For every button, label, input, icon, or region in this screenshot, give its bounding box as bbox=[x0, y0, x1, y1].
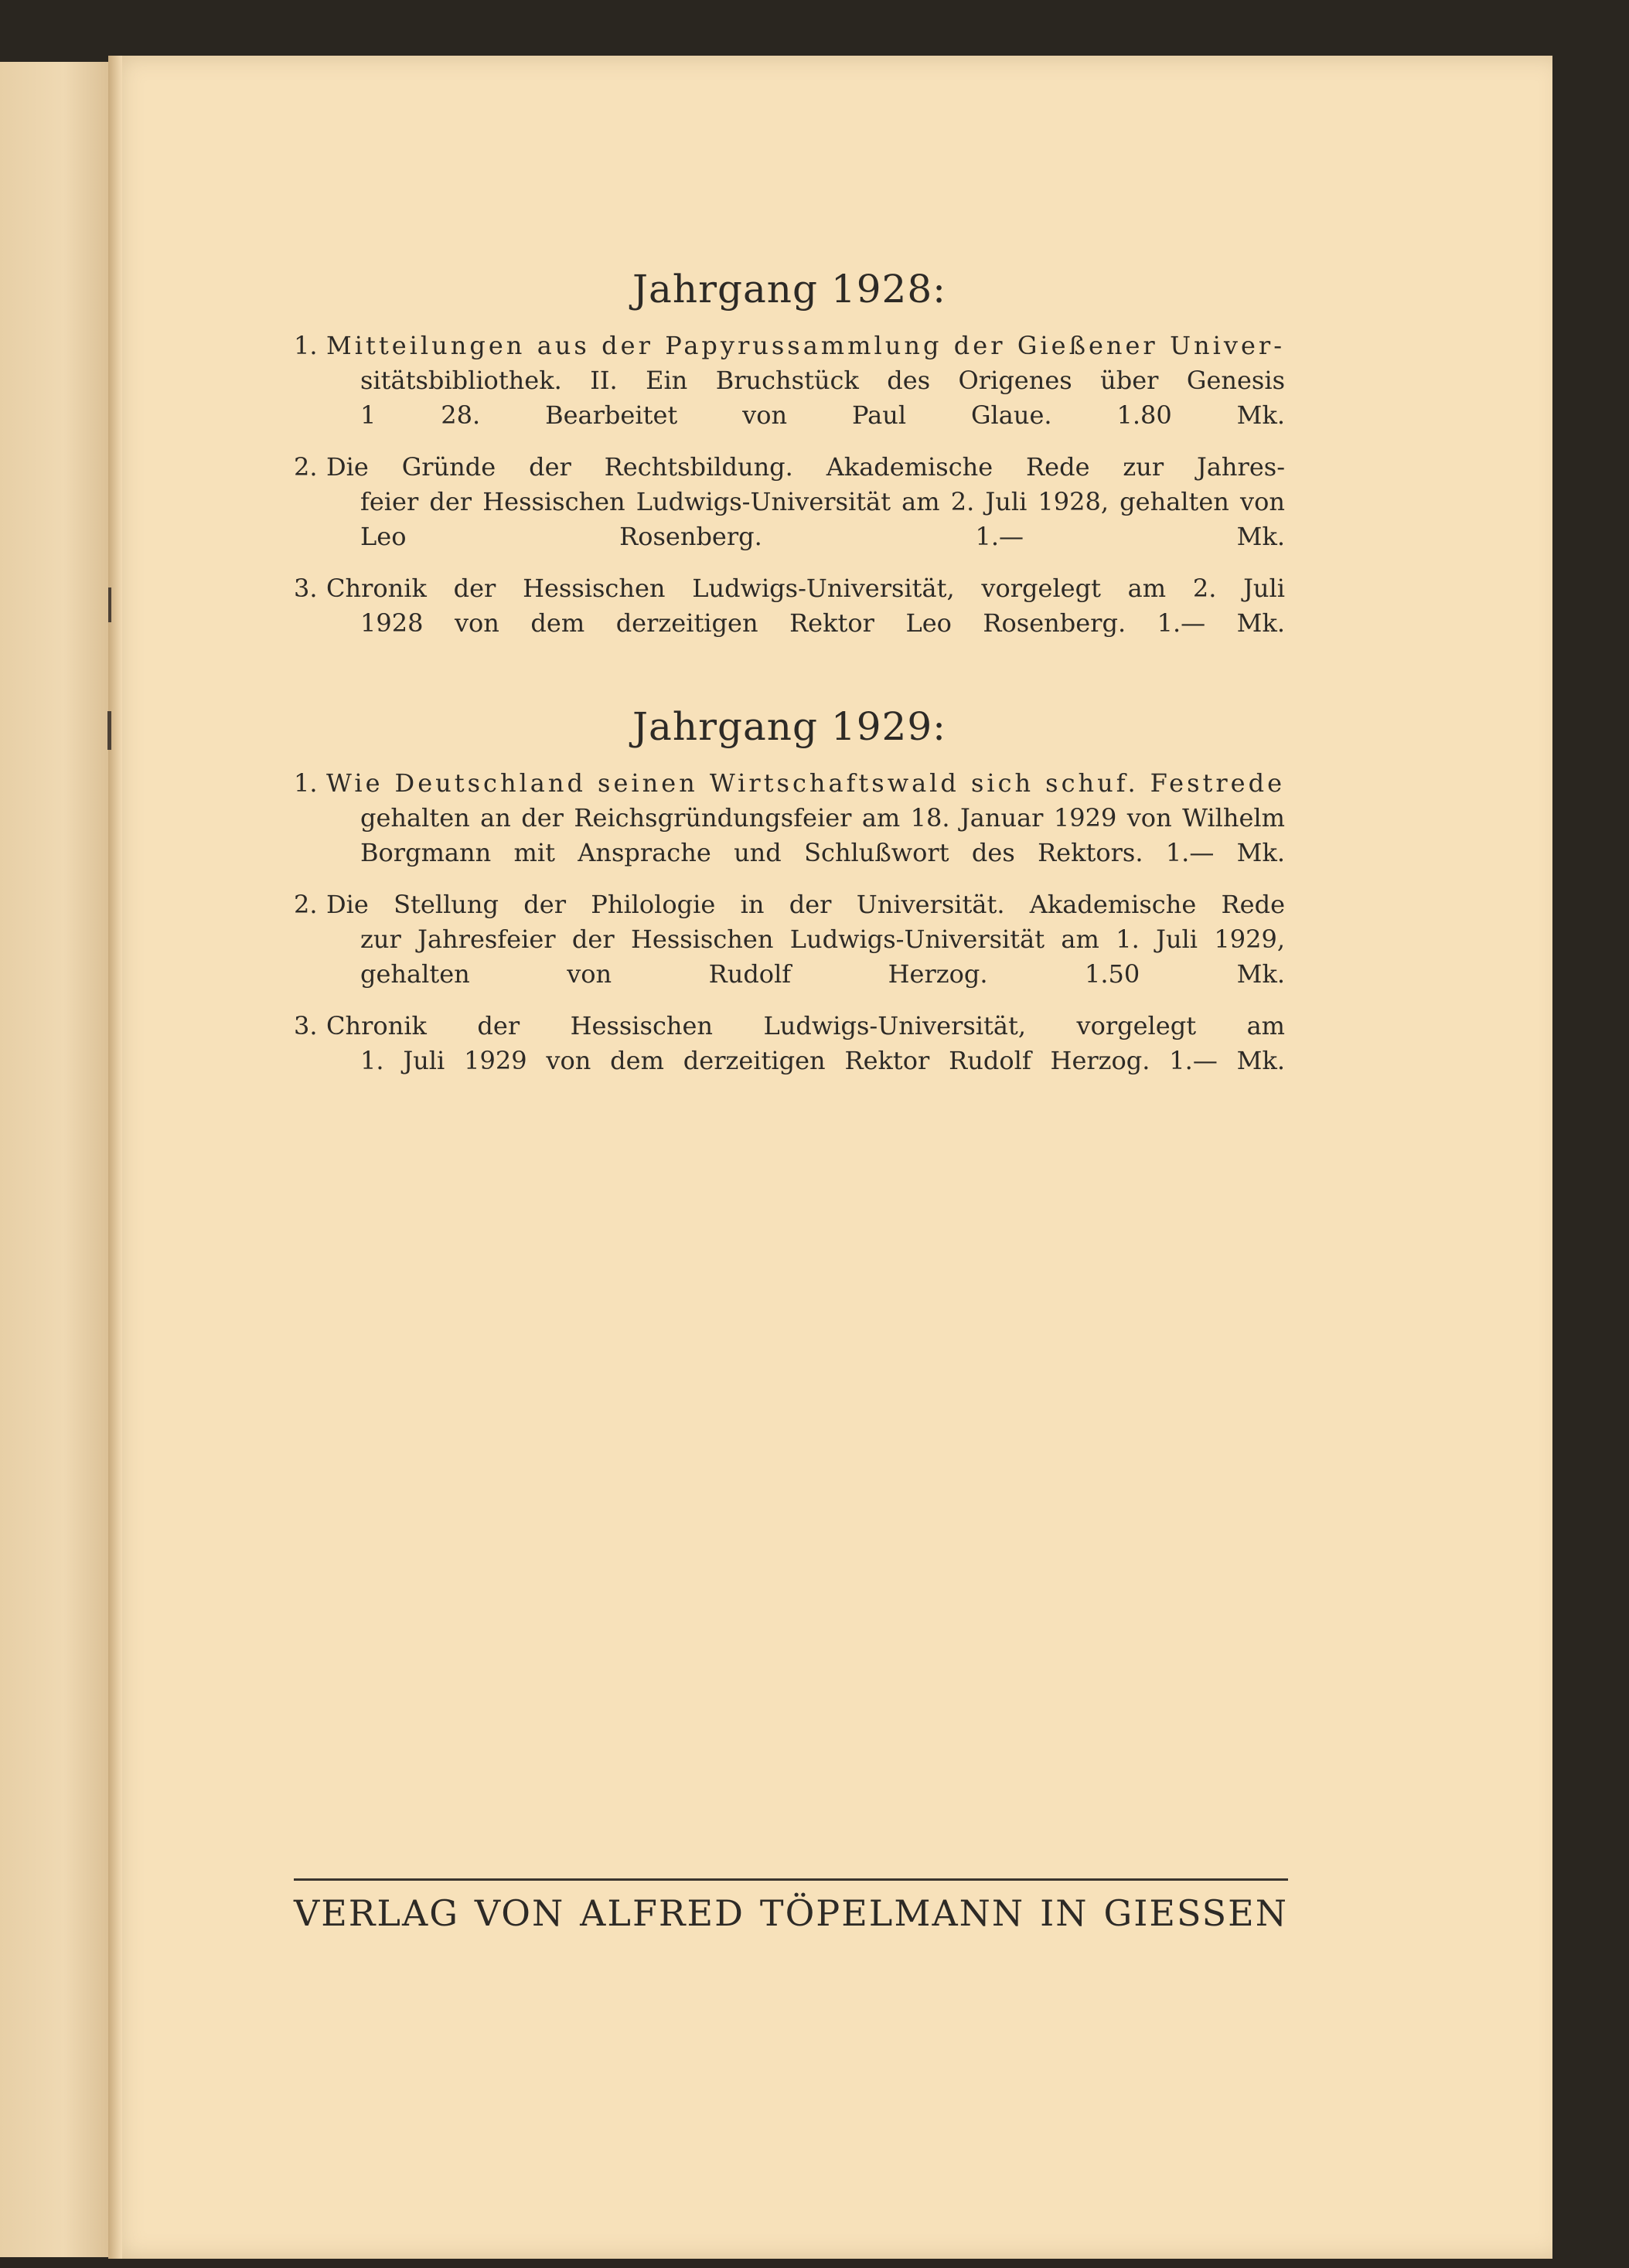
list-item bbox=[294, 887, 1285, 992]
entry-number: 3. bbox=[294, 574, 318, 603]
entry-line: Chronik der Hessischen Ludwigs-Universität, vorgelegt am 2. Juli bbox=[326, 574, 1285, 603]
entry-line: zur Jahresfeier der Hessischen Ludwigs-Universität am 1. Juli 1929, bbox=[360, 925, 1285, 954]
entry-line: Mitteilungen aus der Papyrussammlung der Gießener Univer- bbox=[326, 331, 1285, 360]
page-gutter bbox=[108, 56, 122, 2259]
year-heading: Jahrgang 1929: bbox=[632, 704, 946, 749]
entry-line: 1. Juli 1929 von dem derzeitigen Rektor Rudolf Herzog. 1.— Mk. bbox=[360, 1046, 1285, 1075]
binding-mark bbox=[108, 587, 111, 622]
entry-number: 1. bbox=[294, 768, 318, 798]
entry-number: 1. bbox=[294, 331, 318, 360]
entry-line: feier der Hessischen Ludwigs-Universität am 2. Juli 1928, gehalten von bbox=[360, 487, 1285, 516]
publisher-imprint: VERLAG VON ALFRED TÖPELMANN IN GIESSEN bbox=[294, 1892, 1288, 1934]
entry-line: gehalten von Rudolf Herzog. 1.50 Mk. bbox=[360, 959, 1285, 989]
entry-line: sitätsbibliothek. II. Ein Bruchstück des Origenes über Genesis bbox=[360, 366, 1285, 395]
entry-number: 3. bbox=[294, 1011, 318, 1040]
entry-line: Borgmann mit Ansprache und Schlußwort des Rektors. 1.— Mk. bbox=[360, 838, 1285, 867]
section-1929 bbox=[294, 704, 1285, 1078]
left-page-edge bbox=[0, 62, 116, 2257]
entry-line: Chronik der Hessischen Ludwigs-Universität, vorgelegt am bbox=[326, 1011, 1285, 1040]
entry-line: Die Stellung der Philologie in der Universität. Akademische Rede bbox=[326, 890, 1285, 919]
list-item bbox=[294, 1009, 1285, 1078]
entry-line: Die Gründe der Rechtsbildung. Akademische Rede zur Jahres- bbox=[326, 452, 1285, 482]
entry-number: 2. bbox=[294, 452, 318, 482]
entry-line: 1 28. Bearbeitet von Paul Glaue. 1.80 Mk. bbox=[360, 400, 1285, 430]
entry-line: Leo Rosenberg. 1.— Mk. bbox=[360, 522, 1285, 551]
publication-list bbox=[294, 267, 1285, 1095]
list-item bbox=[294, 450, 1285, 554]
entry-line: Wie Deutschland seinen Wirtschaftswald sich schuf. Festrede bbox=[326, 768, 1285, 798]
entry-line: gehalten an der Reichsgründungsfeier am 18. Januar 1929 von Wilhelm bbox=[360, 803, 1285, 833]
binding-mark bbox=[107, 711, 111, 750]
section-1928 bbox=[294, 267, 1285, 641]
list-item bbox=[294, 571, 1285, 641]
publisher-rule bbox=[294, 1878, 1288, 1881]
list-item bbox=[294, 329, 1285, 433]
year-heading: Jahrgang 1928: bbox=[632, 267, 946, 312]
list-item bbox=[294, 766, 1285, 870]
entry-line: 1928 von dem derzeitigen Rektor Leo Rosenberg. 1.— Mk. bbox=[360, 608, 1285, 638]
entry-number: 2. bbox=[294, 890, 318, 919]
